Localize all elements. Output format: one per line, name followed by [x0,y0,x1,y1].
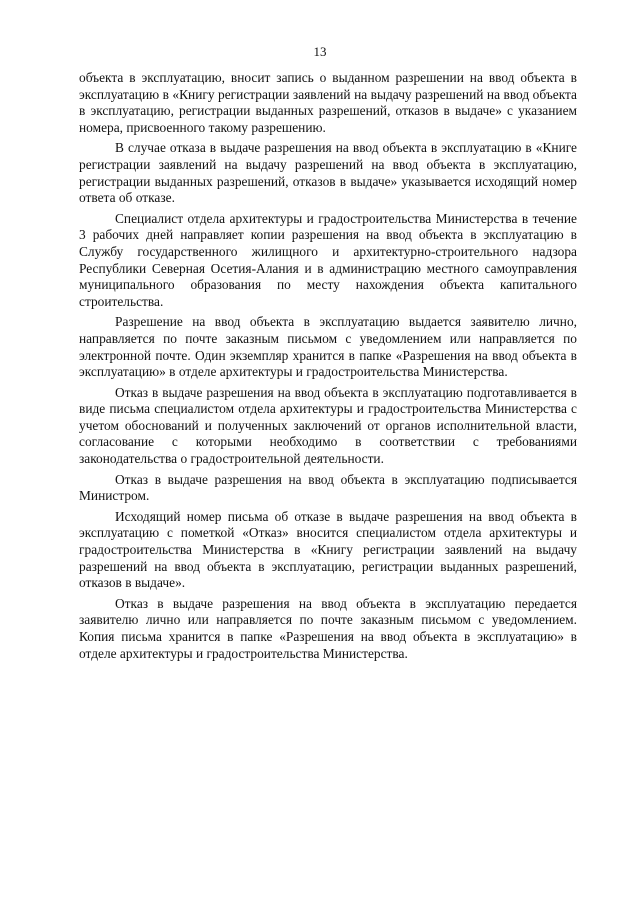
document-body [79,70,577,666]
paragraph-copies-distribution: Специалист отдела архитектуры и градостроительства Министерства в течение 3 рабочих дней направляет копии разрешения на ввод объекта в эксплуатацию в Службу государственного жилищного и архитектурно-строительного надзора Республики Северная Осетия-Алания и в администрацию местного самоуправления муниципального образования по месту нахождения объекта капитального строительства. [79,210,577,309]
page-number: 13 [313,44,327,59]
paragraph-refusal-number: Исходящий номер письма об отказе в выдаче разрешения на ввод объекта в эксплуатацию с пометкой «Отказ» вносится специалистом отдела архитектуры и градостроительства Министерства в «Книгу регистрации заявлений на выдачу разрешений на ввод объекта в эксплуатацию, регистрации выданных разрешений, отказов в выдаче». [79,508,577,591]
paragraph-refusal-registration: В случае отказа в выдаче разрешения на ввод объекта в эксплуатацию в «Книге регистрации заявлений на выдачу разрешений на ввод объекта в эксплуатацию, регистрации выданных разрешений, отказов в выдаче» указывается исходящий номер ответа об отказе. [79,140,577,206]
paragraph-permit-delivery: Разрешение на ввод объекта в эксплуатацию выдается заявителю лично, направляется по почте заказным письмом с уведомлением или направляется по электронной почте. Один экземпляр хранится в папке «Разрешения на ввод объекта в эксплуатацию» в отделе архитектуры и градостроительства Министерства. [79,314,577,380]
paragraph-continuation: объекта в эксплуатацию, вносит запись о выданном разрешении на ввод объекта в эксплуатацию в «Книгу регистрации заявлений на выдачу разрешений на ввод объекта в эксплуатацию, регистрации выданных разрешений, отказов в выдаче» с указанием номера, присвоенного такому разрешению. [79,70,577,135]
paragraph-refusal-preparation: Отказ в выдаче разрешения на ввод объекта в эксплуатацию подготавливается в виде письма специалистом отдела архитектуры и градостроительства Министерства с учетом обоснований и полученных заключений от органов исполнительной власти, согласование с которыми необходимо в соответствии с требованиями законодательства о градостроительной деятельности. [79,384,577,467]
paragraph-refusal-signing: Отказ в выдаче разрешения на ввод объекта в эксплуатацию подписывается Министром. [79,471,577,504]
paragraph-refusal-delivery: Отказ в выдаче разрешения на ввод объекта в эксплуатацию передается заявителю лично или направляется по почте заказным письмом с уведомлением. Копия письма хранится в папке «Разрешения на ввод объекта в эксплуатацию» в отделе архитектуры и градостроительства Министерства. [79,595,577,661]
